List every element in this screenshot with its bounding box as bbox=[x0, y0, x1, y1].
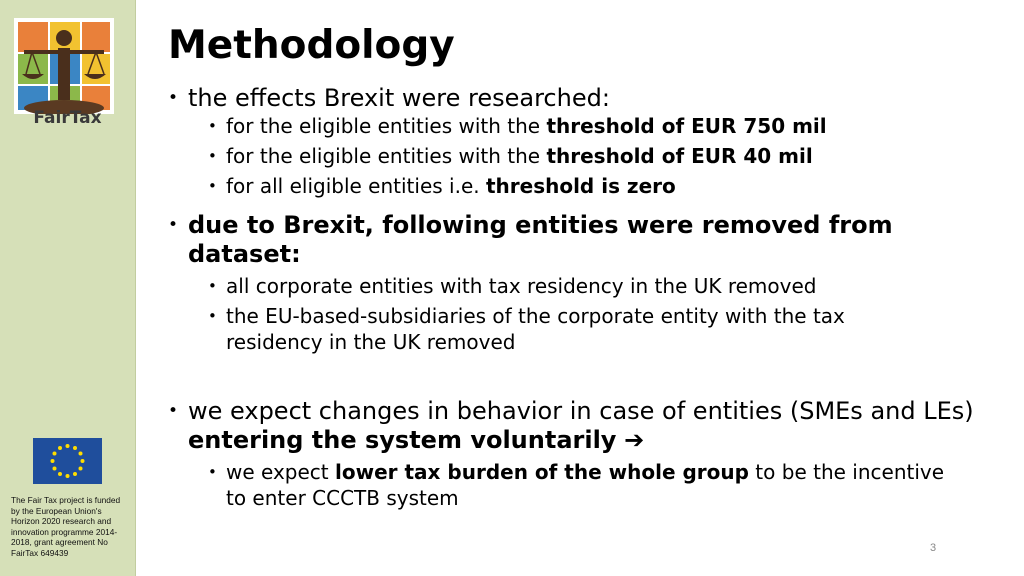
bullet-bold-text: lower tax burden of the whole group bbox=[335, 460, 749, 484]
bullet-text: we expect changes in behavior in case of entities (SMEs and LEs) bbox=[188, 397, 974, 425]
bullet-text: all corporate entities with tax residency in the UK removed bbox=[226, 274, 817, 298]
bullet-marker: • bbox=[168, 401, 179, 421]
sub-bullet-threshold-zero bbox=[168, 173, 988, 199]
bullet-text: for the eligible entities with the bbox=[226, 114, 547, 138]
bullet-text: we expect bbox=[226, 460, 336, 484]
slide-title: Methodology bbox=[168, 23, 455, 68]
bullet-marker: • bbox=[208, 463, 217, 481]
sub-bullet-uk-entities bbox=[168, 273, 988, 299]
funding-note: The Fair Tax project is funded by the European Union's Horizon 2020 research and innovation programme 2014-2018, grant agreement No FairTax 649439 bbox=[11, 495, 121, 558]
bullet-expected-changes bbox=[168, 397, 988, 455]
bullet-removed-entities bbox=[168, 211, 908, 269]
bullet-bold-text: threshold of EUR 750 mil bbox=[546, 114, 827, 138]
slide-content bbox=[168, 84, 988, 511]
bullet-text: the effects Brexit were researched: bbox=[188, 84, 610, 112]
bullet-marker: • bbox=[208, 177, 217, 195]
sidebar bbox=[0, 0, 136, 576]
bullet-marker: • bbox=[168, 88, 179, 108]
bullet-bold-text: entering the system voluntarily bbox=[188, 426, 617, 454]
bullet-text: to be the incentive to enter CCCTB system bbox=[226, 460, 945, 510]
bullet-marker: • bbox=[208, 117, 217, 135]
bullet-marker: • bbox=[208, 277, 217, 295]
bullet-marker: • bbox=[208, 307, 217, 325]
bullet-marker: • bbox=[208, 147, 217, 165]
logo-text: FairTax bbox=[33, 108, 102, 128]
fairtax-logo-icon bbox=[14, 18, 114, 114]
bullet-bold-text: due to Brexit, following entities were removed from dataset: bbox=[188, 211, 893, 268]
bullet-text: the EU-based-subsidiaries of the corporate entity with the tax residency in the UK removed bbox=[226, 304, 845, 354]
sub-bullet-lower-tax-burden bbox=[168, 459, 946, 511]
bullet-brexit-effects bbox=[168, 84, 988, 113]
arrow-right-icon: ➔ bbox=[624, 426, 645, 454]
sub-bullet-threshold-40 bbox=[168, 143, 988, 169]
bullet-bold-text: threshold of EUR 40 mil bbox=[546, 144, 813, 168]
bullet-text: for all eligible entities i.e. bbox=[226, 174, 486, 198]
eu-flag-icon bbox=[33, 438, 102, 484]
bullet-marker: • bbox=[168, 215, 179, 235]
page-number: 3 bbox=[930, 542, 937, 554]
sub-bullet-threshold-750 bbox=[168, 113, 988, 139]
bullet-text: for the eligible entities with the bbox=[226, 144, 547, 168]
sub-bullet-eu-subsidiaries bbox=[168, 303, 936, 355]
bullet-bold-text: threshold is zero bbox=[485, 174, 676, 198]
